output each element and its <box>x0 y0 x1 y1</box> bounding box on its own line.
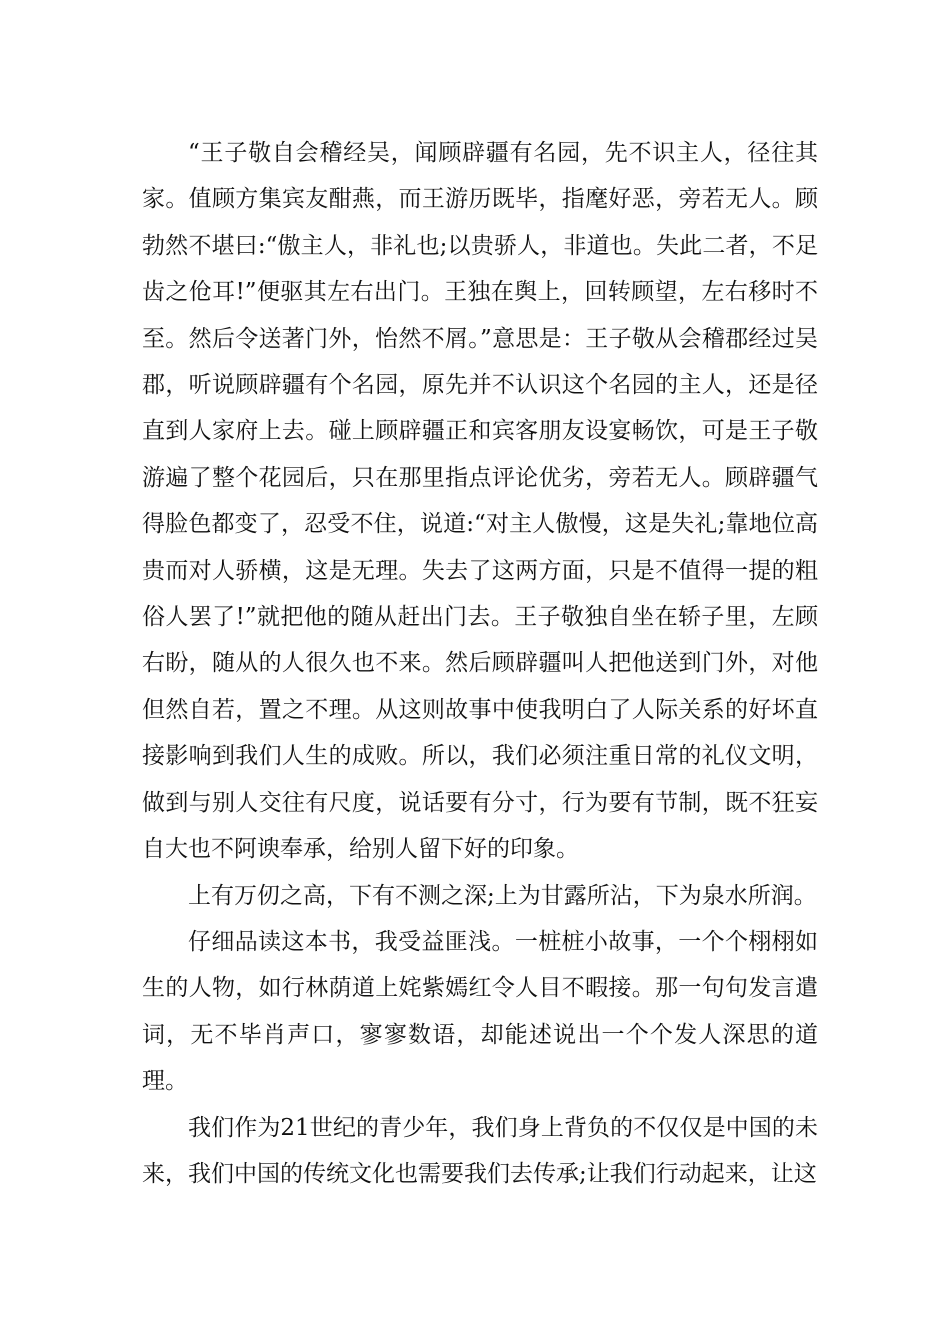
paragraph-reflection: 仔细品读这本书，我受益匪浅。一桩桩小故事，一个个栩栩如生的人物，如行林荫道上姹紫嫣红令人目不暇接。那一句句发言遣词，无不毕肖声口，寥寥数语，却能述说出一个个发人深思的道理。 <box>142 928 818 1095</box>
paragraph-conclusion: 我们作为21世纪的青少年，我们身上背负的不仅仅是中国的未来，我们中国的传统文化也需要我们去传承;让我们行动起来，让这 <box>142 1114 818 1187</box>
paragraph-story: “王子敬自会稽经吴，闻顾辟疆有名园，先不识主人，径往其家。值顾方集宾友酣燕，而王游历既毕，指麾好恶，旁若无人。顾勃然不堪曰:“傲主人，非礼也;以贵骄人，非道也。失此二者，不足齿之伧耳!”便驱其左右出门。王独在舆上，回转顾望，左右移时不至。然后令送著门外，怡然不屑。”意思是：王子敬从会稽郡经过吴郡，听说顾辟疆有个名园，原先并不认识这个名园的主人，还是径直到人家府上去。碰上顾辟疆正和宾客朋友设宴畅饮，可是王子敬游遍了整个花园后，只在那里指点评论优劣，旁若无人。顾辟疆气得脸色都变了，忍受不住，说道:“对主人傲慢，这是失礼;靠地位高贵而对人骄横，这是无理。失去了这两方面，只是不值得一提的粗俗人罢了!”就把他的随从赶出门去。王子敬独自坐在轿子里，左顾右盼，随从的人很久也不来。然后顾辟疆叫人把他送到门外，对他但然自若，置之不理。从这则故事中使我明白了人际关系的好坏直接影响到我们人生的成败。所以，我们必须注重日常的礼仪文明，做到与别人交往有尺度，说话要有分寸，行为要有节制，既不狂妄自大也不阿谀奉承，给别人留下好的印象。 <box>142 140 818 863</box>
paragraph-quote: 上有万仞之高，下有不测之深;上为甘露所沾，下为泉水所润。 <box>188 882 817 909</box>
document-body <box>142 130 818 1197</box>
